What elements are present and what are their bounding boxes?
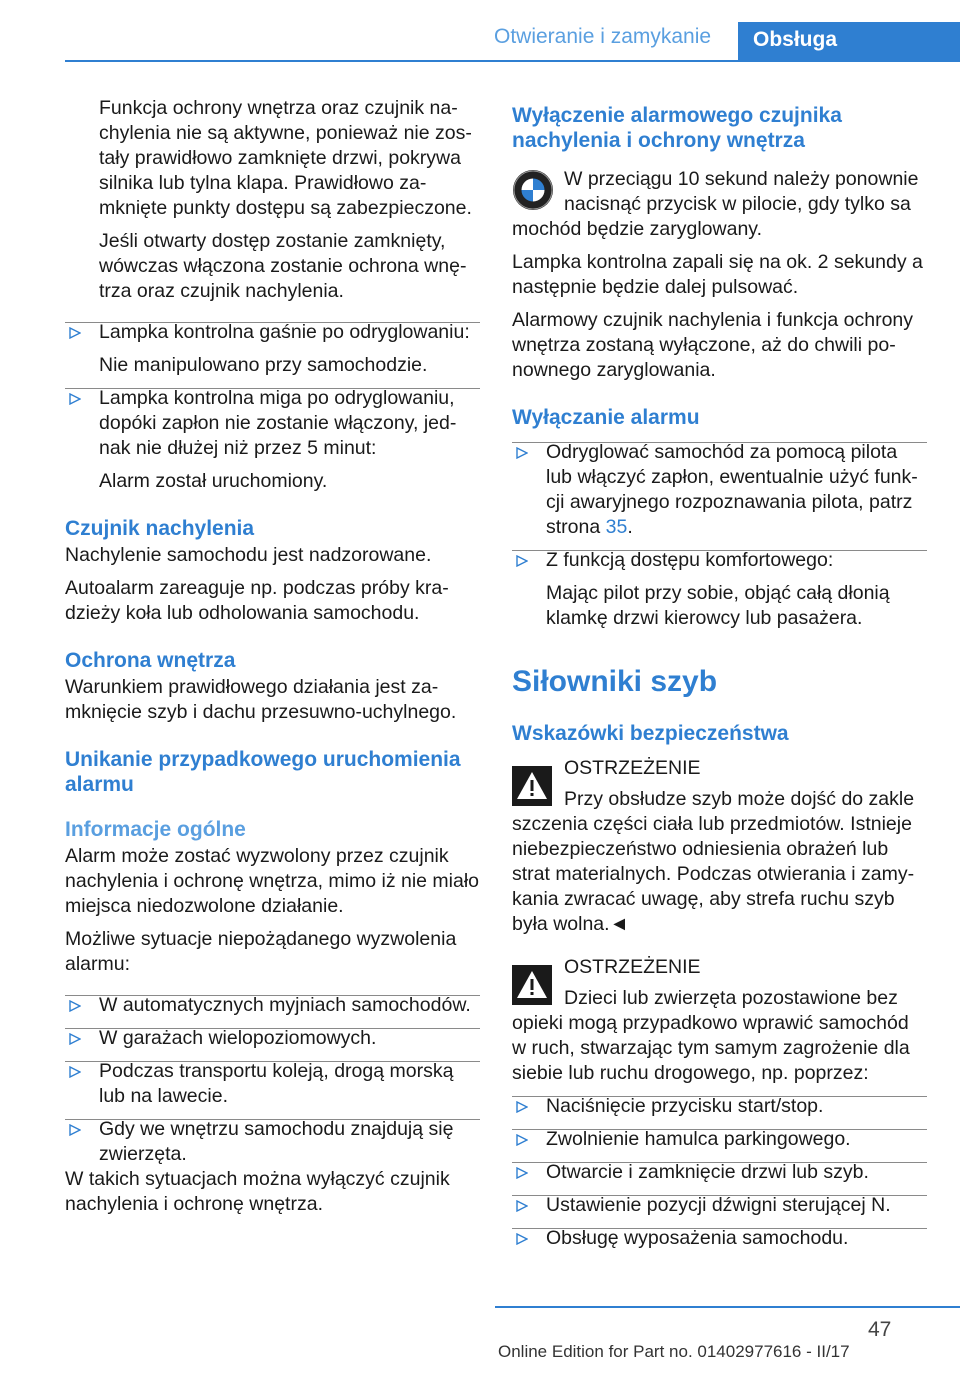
list-item-text: Obsługę wyposażenia samochodu.: [546, 1227, 849, 1249]
list-item-text: W automatycznych myjniach samochodów.: [99, 994, 471, 1016]
paragraph: W takich sytuacjach można wyłączyć czujnik nachylenia i ochronę wnętrza.: [65, 1168, 450, 1215]
instruction-text: W przeciągu 10 sekund należy ponownie nacisnąć przycisk w pilocie, gdy tylko sa: [564, 168, 919, 215]
warning-icon: [512, 766, 552, 806]
instruction-text-cont: mochód będzie zaryglowany.: [512, 218, 763, 240]
warning-block: [512, 955, 927, 1086]
heading-general-info: Informacje ogólne: [65, 818, 246, 841]
warning-text: Przy obsłudze szyb może dojść do zakle: [564, 788, 915, 810]
remote-instruction: [512, 167, 927, 242]
intro-paragraph: Funkcja ochrony wnętrza oraz czujnik nachylenia nie są aktywne, ponieważ nie zostały prawidłowo zamknięte drzwi, pokrywa silnika lub tylna klapa. Prawidłowo zamknięte punkty dostępu są zabezpieczone.: [99, 97, 472, 219]
list-item-text: Lampka kontrolna miga po odryglowaniu, dopóki zapłon nie zostanie włączony, jednak nie dłużej niż przez 5 minut:: [99, 387, 457, 459]
triangle-bullet-icon: [516, 447, 528, 459]
list-item-result: Mając pilot przy sobie, objąć całą dłonią klamkę drzwi kierowcy lub pasażera.: [546, 582, 890, 629]
triangle-bullet-icon: [516, 1233, 528, 1245]
paragraph: Możliwe sytuacje niepożądanego wyzwolenia alarmu:: [65, 928, 457, 975]
list-item-result: Nie manipulowano przy samochodzie.: [99, 354, 428, 376]
list-item-text: Zwolnienie hamulca parkingowego.: [546, 1128, 851, 1150]
triangle-bullet-icon: [516, 1200, 528, 1212]
page-reference-link[interactable]: 35: [605, 516, 628, 538]
heading-alarm-off: Wyłączanie alarmu: [512, 406, 700, 429]
warning-icon: [512, 965, 552, 1005]
list-item-text: Gdy we wnętrzu samochodu znajdują się zwierzęta.: [99, 1118, 454, 1165]
list-item: [512, 1185, 927, 1218]
list-item: [65, 1018, 480, 1051]
heading-window-lifts: Siłowniki szyb: [512, 665, 718, 698]
list-item: [65, 312, 480, 378]
list-item: [512, 1218, 927, 1251]
warning-block: [512, 756, 927, 937]
triangle-bullet-icon: [69, 1066, 81, 1078]
right-column: [512, 103, 927, 1251]
list-item: [512, 1086, 927, 1119]
heading-interior-protection: Ochrona wnętrza: [65, 649, 236, 672]
intro-block: [65, 96, 480, 304]
paragraph: Warunkiem prawidłowego działania jest zamknięcie szyb i dachu przesuwno-uchylnego.: [65, 676, 457, 723]
paragraph: Alarmowy czujnik nachylenia i funkcja ochrony wnętrza zostaną wyłączone, aż do chwili ponownego zaryglowania.: [512, 309, 914, 381]
list-item-text: W garażach wielopoziomowych.: [99, 1027, 377, 1049]
chapter-tab: Obsługa: [738, 22, 960, 62]
triangle-bullet-icon: [69, 327, 81, 339]
warning-text-cont: szczenia części ciała lub przedmiotów. Istnieje niebezpieczeństwo odniesienia obrażeń lub strat materialnych. Podczas otwierania i zamykania zwracać uwagę, aby strefa ruchu szyb była wolna.◄: [512, 813, 915, 935]
list-item: [65, 378, 480, 494]
triangle-bullet-icon: [516, 1167, 528, 1179]
list-item-text: Lampka kontrolna gaśnie po odryglowaniu:: [99, 321, 470, 343]
list-item-text: Z funkcją dostępu komfortowego:: [546, 549, 834, 571]
list-item: [65, 1109, 480, 1167]
paragraph: Nachylenie samochodu jest nadzorowane.: [65, 544, 432, 566]
risk-list: [512, 1086, 927, 1251]
warning-text-cont: opieki mogą przypadkowo wprawić samochód w ruch, stwarzając tym samym zagrożenie dla siebie lub ruchu drogowego, np. poprzez:: [512, 1012, 910, 1084]
warning-text: Dzieci lub zwierzęta pozostawione bez: [564, 987, 898, 1009]
intro-paragraph-2: Jeśli otwarty dostęp zostanie zamknięty, wówczas włączona zostanie ochrona wnętrza oraz czujnik nachylenia.: [99, 230, 467, 302]
paragraph: Alarm może zostać wyzwolony przez czujnik nachylenia i ochronę wnętrza, mimo iż nie miało miejsca niedozwolone działanie.: [65, 845, 480, 917]
list-item-text: Ustawienie pozycji dźwigni sterującej N.: [546, 1194, 891, 1216]
heading-avoid-false-alarm: Unikanie przypadkowego uruchomienia alarmu: [65, 748, 461, 796]
edition-note: Online Edition for Part no. 01402977616 - II/17: [498, 1342, 850, 1361]
warning-title: OSTRZEŻENIE: [564, 956, 701, 978]
triangle-bullet-icon: [69, 1000, 81, 1012]
list-item-text: Podczas transportu koleją, drogą morską lub na lawecie.: [99, 1060, 454, 1107]
list-item-result: Alarm został uruchomiony.: [99, 470, 328, 492]
triangle-bullet-icon: [516, 555, 528, 567]
section-title: Otwieranie i zamykanie: [494, 25, 712, 48]
situations-list: [65, 985, 480, 1167]
list-item: [512, 432, 927, 540]
status-list: [65, 312, 480, 494]
triangle-bullet-icon: [516, 1101, 528, 1113]
alarm-off-list: [512, 432, 927, 631]
triangle-bullet-icon: [69, 393, 81, 405]
heading-safety-notes: Wskazówki bezpieczeństwa: [512, 722, 789, 745]
list-item: [65, 1051, 480, 1109]
bmw-logo-icon: [512, 169, 554, 211]
triangle-bullet-icon: [69, 1033, 81, 1045]
page-header: [0, 0, 960, 62]
paragraph: Autoalarm zareaguje np. podczas próby kradzieży koła lub odholowania samochodu.: [65, 577, 449, 624]
list-item-text: Odryglować samochód za pomocą pilota lub włączyć zapłon, ewentualnie użyć funkcji awaryjnego rozpoznawania pilota, patrz strona 35.: [546, 441, 918, 538]
list-item: [512, 540, 927, 631]
heading-disable-sensors: Wyłączenie alarmowego czujnika nachylenia i ochrony wnętrza: [512, 104, 842, 152]
heading-tilt-sensor: Czujnik nachylenia: [65, 517, 255, 540]
list-item-text: Naciśnięcie przycisku start/stop.: [546, 1095, 824, 1117]
triangle-bullet-icon: [516, 1134, 528, 1146]
page-number: 47: [868, 1318, 892, 1341]
left-column: [65, 96, 480, 1225]
list-item: [65, 985, 480, 1018]
footer-rule: [495, 1306, 960, 1308]
list-item-text: Otwarcie i zamknięcie drzwi lub szyb.: [546, 1161, 869, 1183]
warning-title: OSTRZEŻENIE: [564, 757, 701, 779]
header-rule: [65, 60, 960, 62]
paragraph: Lampka kontrolna zapali się na ok. 2 sekundy a następnie będzie dalej pulsować.: [512, 251, 923, 298]
triangle-bullet-icon: [69, 1124, 81, 1136]
list-item: [512, 1152, 927, 1185]
list-item: [512, 1119, 927, 1152]
